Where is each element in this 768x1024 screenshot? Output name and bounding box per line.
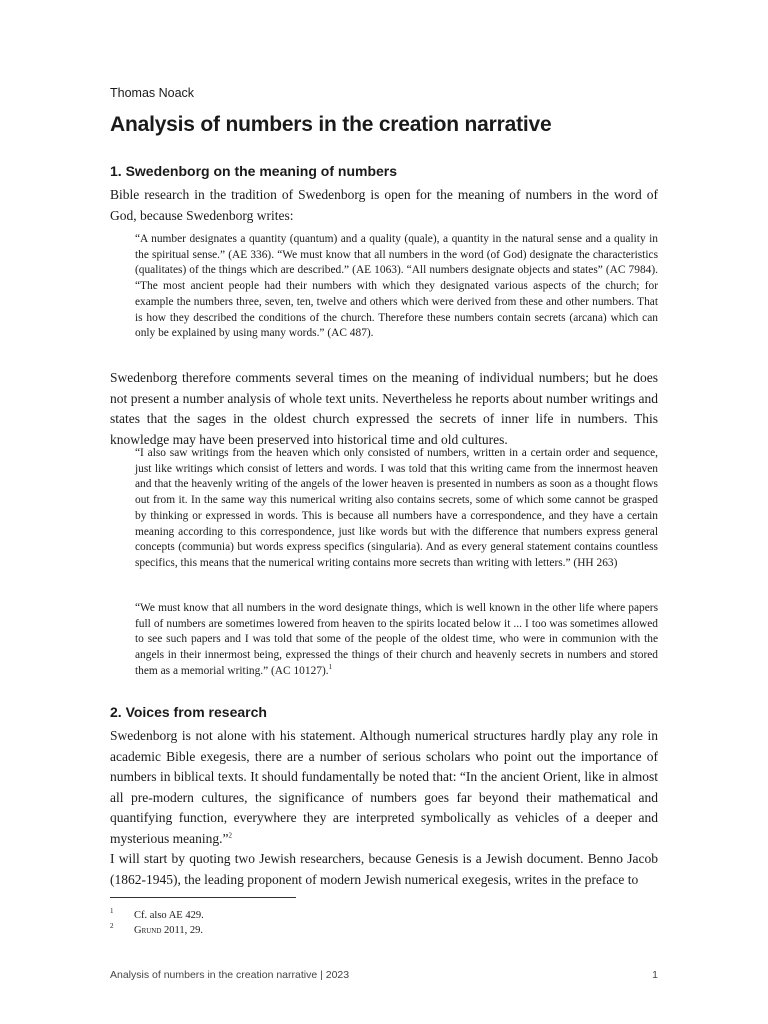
- author-name: Thomas Noack: [110, 86, 195, 100]
- page-number: 1: [652, 969, 658, 981]
- section-2-paragraph-1: [110, 726, 658, 849]
- footnote-2-number: 2: [110, 922, 114, 930]
- block-quote-1: “A number designates a quantity (quantum) and a quality (quale), a quantity in the natural sense and a quality in the spiritual sense.” (AE 336). “We must know that all numbers in the word (of God) designate the characteristics (qualitates) of the things which are described.” (AE 1063). “All numbers designate objects and states” (AC 7984). “The most ancient people had their numbers with which they designated various aspects of the church; for example the numbers three, seven, ten, twelve and others which were derived from these and other numbers. That is how they described the conditions of the church. Therefore these numbers contain secrets (arcana) which can only be explained by using many words.” (AC 487).: [135, 233, 658, 340]
- section-1-paragraph-1: Bible research in the tradition of Swedenborg is open for the meaning of numbers in the word of God, because Swedenborg writes:: [110, 187, 658, 223]
- section-2-paragraph-2: I will start by quoting two Jewish researchers, because Genesis is a Jewish document. Benno Jacob (1862-1945), the leading proponent of modern Jewish numerical exegesis, writes in the preface to: [110, 851, 658, 887]
- section-2-paragraph-1-text: Swedenborg is not alone with his statement. Although numerical structures hardly play any role in academic Bible exegesis, there are a number of serious scholars who point out the importance of numbers in biblical texts. It should fundamentally be noted that: “In the ancient Orient, like in almost all pre-modern cultures, the significance of numbers goes far beyond their mathematical and quantifying function, everywhere they are interpreted symbolically as vehicles of a deeper and mysterious meaning.”: [110, 728, 658, 846]
- footnote-1-number: 1: [110, 907, 114, 915]
- section-2-heading: 2. Voices from research: [110, 704, 267, 720]
- footnote-2-text: [134, 925, 203, 936]
- block-quote-3-text: “We must know that all numbers in the word designate things, which is well known in the other life where papers full of numbers are sometimes lowered from heaven to the spirits located below it ... I too was sometimes allowed to see such papers and I was told that some of the people of the oldest time, who were in communion with the angels in their innermost being, expressed the things of their church and heavenly secrets in numbers and stored them as a memorial writing.” (AC 10127).: [135, 602, 658, 677]
- footnote-ref-2[interactable]: 2: [228, 831, 232, 839]
- footnote-divider: [110, 897, 296, 898]
- document-title: Analysis of numbers in the creation narrative: [110, 113, 552, 136]
- section-1-paragraph-2: Swedenborg therefore comments several times on the meaning of individual numbers; but he does not present a number analysis of whole text units. Nevertheless he reports about number writings and states that the sages in the oldest church expressed the secrets of inner life in numbers. This knowledge may have been preserved into historical time and old cultures.: [110, 370, 658, 447]
- footnote-1-text: Cf. also AE 429.: [134, 910, 204, 921]
- footnote-ref-1[interactable]: 1: [328, 663, 333, 672]
- running-footer: Analysis of numbers in the creation narrative | 2023: [110, 969, 350, 981]
- block-quote-2: “I also saw writings from the heaven which only consisted of numbers, written in a certain order and sequence, just like writings which consist of letters and words. I was told that this writing came from the innermost heaven and that the heavenly writing of the angels of the lower heaven is presented in numbers as soon as a thought flows out from it. In the same way this numerical writing also contains secrets, some of which some cannot be grasped by thinking or expressed in words. This is because all numbers have a correspondence, and they have a certain meaning according to this correspondence, just like words but with the difference that numbers express general concepts (communia) but words express specifics (singularia). And as every general statement contains countless specifics, this means that the numerical writing contains more secrets than writing with letters.” (HH 263): [135, 447, 658, 569]
- footnote-2-author: Grund: [134, 925, 162, 936]
- block-quote-3: [135, 601, 658, 680]
- section-1-heading: 1. Swedenborg on the meaning of numbers: [110, 163, 398, 179]
- footnote-2-citation: 2011, 29.: [161, 925, 204, 936]
